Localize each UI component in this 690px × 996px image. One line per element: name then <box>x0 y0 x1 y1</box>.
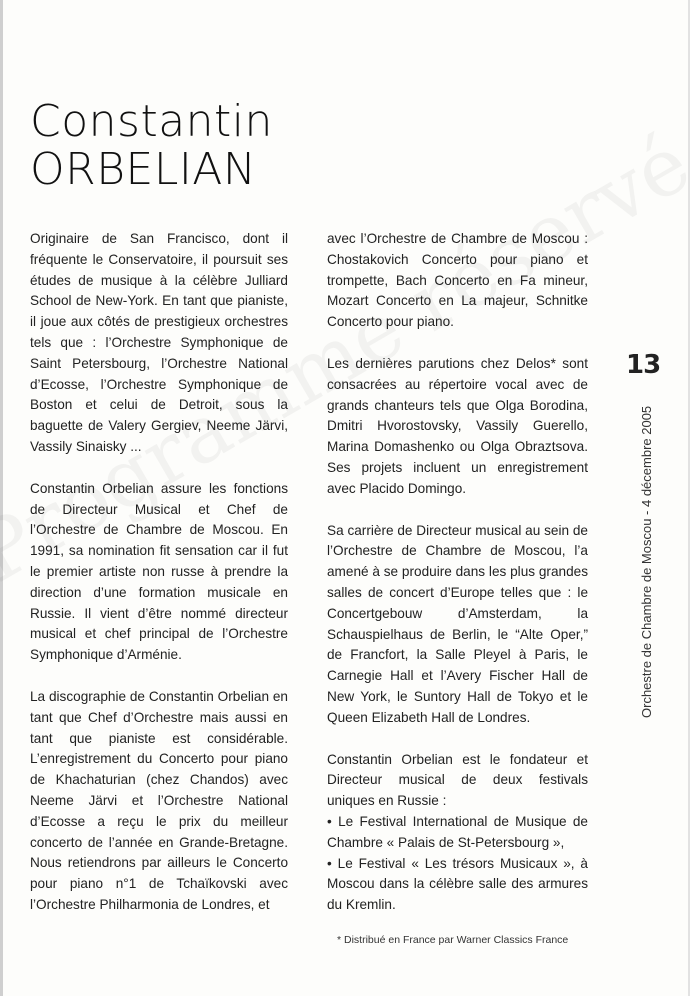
side-caption: Orchestre de Chambre de Moscou - 4 décembre 2005 <box>639 405 654 718</box>
festival-item: • Le Festival « Les trésors Musicaux », à Moscou dans la célèbre salle des armures du Kremlin. <box>327 855 588 913</box>
paragraph-discography: La discographie de Constantin Orbelian en tant que Chef d’Orchestre mais aussi en tant que pianiste est considérable. L’enregistrement du Concerto pour piano de Khachaturian (chez Chandos) avec Neeme Järvi et l’Orchestre National d’Ecosse a reçu le prix du meilleur concerto de l’année en Grande-Bretagne. Nous retiendrons par ailleurs le Concerto pour piano n°1 de Tchaïkovski avec l’Orchestre Philharmonia de Londres, et <box>30 688 288 912</box>
paragraph-career: Sa carrière de Directeur musical au sein de l’Orchestre de Chambre de Moscou, l’a amené à se produire dans les plus grandes salles de concert d’Europe telles que : le Concertgebouw d’Amsterdam, la Schauspielhaus de Berlin, le “Alte Oper,” de Francfort, la Salle Pleyel à Paris, le Carnegie Hall et l’Avery Fischer Hall de New York, le Suntory Hall de Tokyo et le Queen Elizabeth Hall de Londres. <box>327 522 588 725</box>
paragraph-continuation: avec l’Orchestre de Chambre de Moscou : Chostakovich Concerto pour piano et trompette, Bach Concerto en Fa mineur, Mozart Concerto en La majeur, Schnitke Concerto pour piano. <box>327 231 588 330</box>
paragraph-director: Constantin Orbelian assure les fonctions de Directeur Musical et Chef de l’Orchestre de Chambre de Moscou. En 1991, sa nomination fit sensation car il fut le premier artiste non russe à prendre la direction d’une formation musicale en Russie. Il vient d’être nommé directeur musical et chef principal de l’Orchestre Symphonique d’Arménie. <box>30 480 288 663</box>
festival-item: • Le Festival International de Musique de Chambre « Palais de St-Petersbourg », <box>327 813 588 850</box>
page-title <box>30 98 273 194</box>
paragraph-festivals <box>327 750 588 916</box>
page-number: 13 <box>626 350 661 380</box>
title-last-name: ORBELIAN <box>30 144 257 195</box>
scan-edge-left <box>0 0 3 996</box>
right-column <box>327 229 588 916</box>
paragraph-biography: Originaire de San Francisco, dont il fréquente le Conservatoire, il poursuit ses études de musique à la célèbre Julliard School de New-York. En tant que pianiste, il joue aux côtés de prestigieux orchestres tels que : l’Orchestre Symphonique de Saint Petersbourg, l’Orchestre National d’Ecosse, l’Orchestre Symphonique de Boston et celui de Detroit, sous la baguette de Valery Gergiev, Neeme Järvi, Vassily Sinaisky ... <box>30 231 288 454</box>
left-column <box>30 229 288 937</box>
festivals-intro: Constantin Orbelian est le fondateur et Directeur musical de deux festivals uniques en Russie : <box>327 751 588 809</box>
footnote: * Distribué en France par Warner Classics France <box>337 934 569 946</box>
paragraph-delos: Les dernières parutions chez Delos* sont consacrées au répertoire vocal avec de grands chanteurs tels que Olga Borodina, Dmitri Hvorostovsky, Vassily Guerello, Marina Domashenko ou Olga Obraztsova. Ses projets incluent un enregistrement avec Placido Domingo. <box>327 355 588 496</box>
title-first-name: Constantin <box>30 96 273 147</box>
